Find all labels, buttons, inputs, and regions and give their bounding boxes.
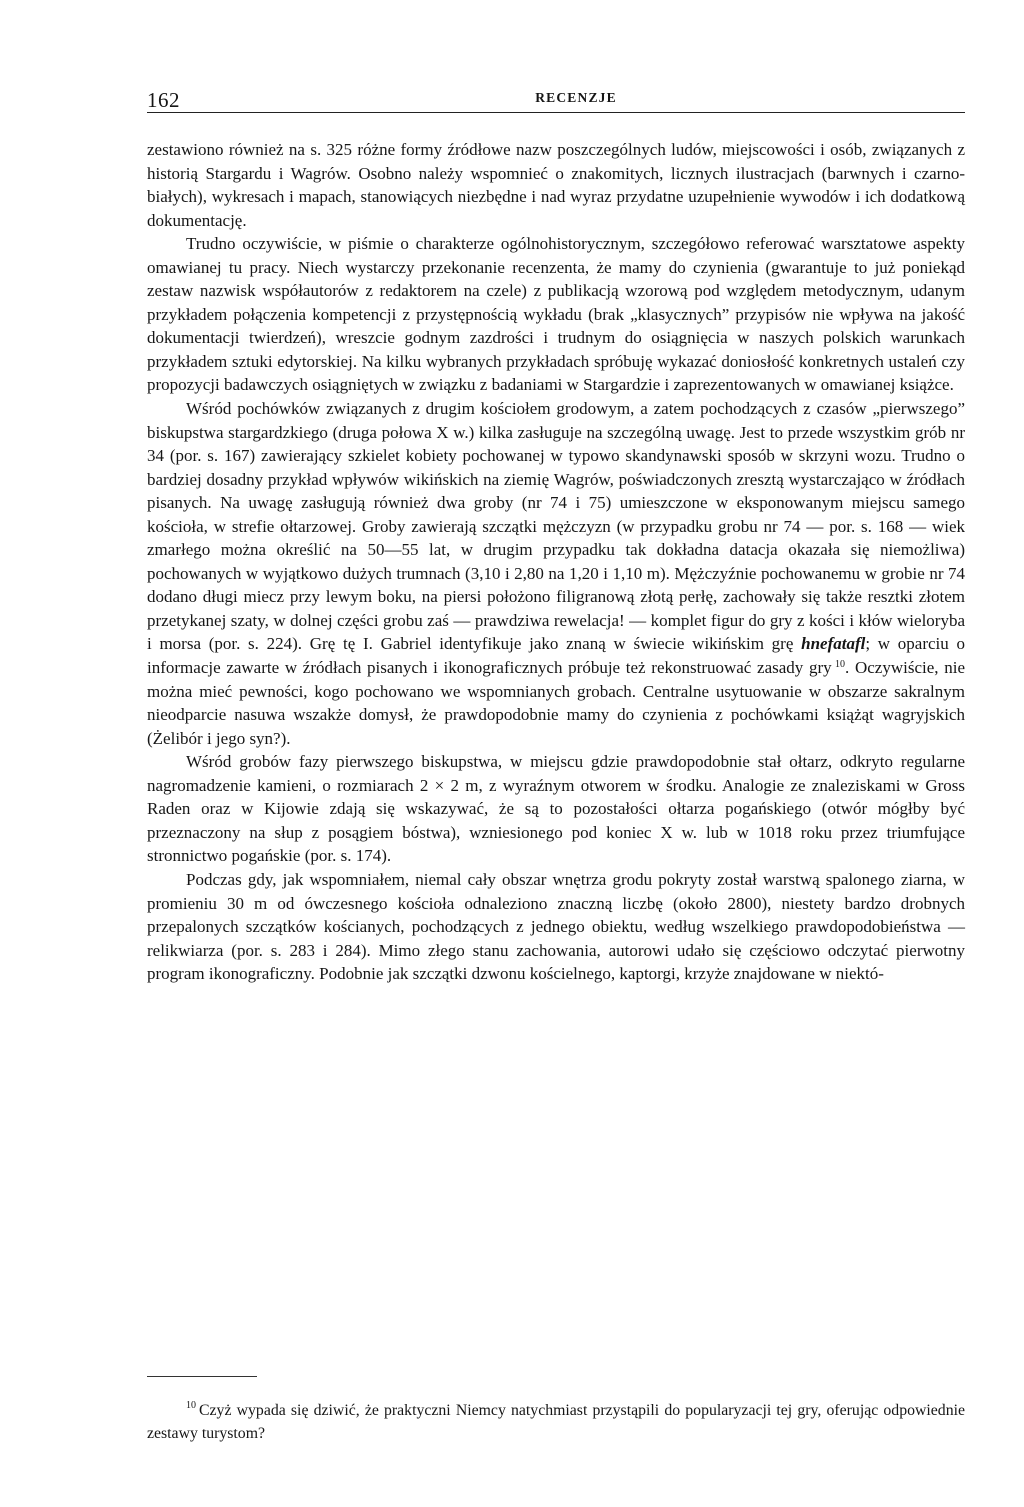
footnote-reference[interactable]: 10 [835,659,846,671]
page-number: 162 [147,88,180,112]
paragraph-3 [147,397,965,750]
footnote-divider [147,1376,257,1377]
running-title: RECENZJE [535,90,617,105]
paragraph-5 [147,868,965,986]
paragraph-3-text-start: Wśród pochówków związanych z drugim kościołem grodowym, a zatem pochodzących z czasów „pierwszego” biskupstwa stargardzkiego (druga połowa X w.) kilka zasługuje na szczególną uwagę. Jest to przede wszystkim grób nr 34 (por. s. 167) zawierający szkielet kobiety pochowanej w typowo skandynawski sposób w skrzyni wozu. Trudno o bardziej dosadny przykład wpływów wikińskich na ziemię Wagrów, poświadczonych zresztą wystarczająco w źródłach pisanych. Na uwagę zasługują również dwa groby (nr 74 i 75) umieszczone w eksponowanym miejscu samego kościoła, w strefie ołtarzowej. Groby zawierają szczątki mężczyzn (w przypadku grobu nr 74 — por. s. 168 — wiek zmarłego można określić na 50—55 lat, w drugim przypadku tak dokładna datacja okazała się niemożliwa) pochowanych w wyjątkowo dużych trumnach (3,10 i 2,80 na 1,20 i 1,10 m). Mężczyźnie pochowanemu w grobie nr 74 dodano długi miecz przy lewym boku, na piersi położono filigranową złotą perłę, zachowały się także resztki złotem przetykanej szaty, w dolnej części grobu zaś — prawdziwa rewelacja! — komplet figur do gry z kości i kłów wieloryba i morsa (por. s. 224). Grę tę I. Gabriel identyfikuje jako znaną w świecie wikińskim grę [147,399,965,654]
body-text [147,138,965,986]
footnote-number: 10 [186,1400,196,1411]
paragraph-3-text-middle: ; w oparciu o informacje zawarte w źródłach pisanych i ikonograficznych próbuje też rekonstruować zasady gry [147,634,965,678]
paragraph-3-text-end: . Oczywiście, nie można mieć pewności, kogo pochowano we wspomnianych grobach. Centralne usytuowanie w obszarze sakralnym nieodparcie nasuwa wszakże domysł, że prawdopodobnie mamy do czynienia z pochówkami książąt wagryjskich (Żelibór i jego syn?). [147,658,965,748]
running-head [147,78,965,113]
paragraph-2 [147,232,965,397]
footnote [147,1400,965,1445]
game-name-emphasis: hnefatafl [801,634,866,654]
paragraph-2-text: Trudno oczywiście, w piśmie o charakterze ogólnohistorycznym, szczegółowo referować warsztatowe aspekty omawianej tu pracy. Niech wystarczy przekonanie recenzenta, że mamy do czynienia (gwarantuje to już poniekąd zestaw nazwisk współautorów z redaktorem na czele) z publikacją wzorową pod względem metodycznym, udanym przykładem połączenia kompetencji z przystępnością wykładu (brak „klasycznych” przypisów nie wpływa na jakość dokumentacji twierdzeń), wreszcie godnym zazdrości i trudnym do osiągnięcia w naszych polskich warunkach przykładem sztuki edytorskiej. Na kilku wybranych przykładach spróbuję wykazać doniosłość konkretnych ustaleń czy propozycji badawczych osiągniętych w związku z badaniami w Stargardzie i zaprezentowanych w omawianej książce. [147,234,965,395]
paragraph-1-text: zestawiono również na s. 325 różne formy źródłowe nazw poszczególnych ludów, miejscowości i osób, związanych z historią Stargardu i Wagrów. Osobno należy wspomnieć o znakomitych, licznych ilustracjach (barwnych i czarno-białych), wykresach i mapach, stanowiących niezbędne i nad wyraz przydatne uzupełnienie wywodów i ich dodatkową dokumentację. [147,140,965,230]
paragraph-1 [147,138,965,232]
footnote-text: Czyż wypada się dziwić, że praktyczni Niemcy natychmiast przystąpili do popularyzacji tej gry, oferując odpowiednie zestawy turystom? [147,1402,965,1442]
paragraph-5-text: Podczas gdy, jak wspomniałem, niemal cały obszar wnętrza grodu pokryty został warstwą spalonego ziarna, w promieniu 30 m od ówczesnego kościoła odnaleziono znaczną liczbę (około 2800), niestety bardzo drobnych przepalonych szczątków kościanych, pochodzących z jednego obiektu, według wszelkiego prawdopodobieństwa — relikwiarza (por. s. 283 i 284). Mimo złego stanu zachowania, autorowi udało się częściowo odczytać pierwotny program ikonograficzny. Podobnie jak szczątki dzwonu kościelnego, kaptorgi, krzyże znajdowane w niektó- [147,869,965,984]
paragraph-4-text: Wśród grobów fazy pierwszego biskupstwa, w miejscu gdzie prawdopodobnie stał ołtarz, odkryto regularne nagromadzenie kamieni, o rozmiarach 2 × 2 m, z wyraźnym otworem w środku. Analogie ze znaleziskami w Gross Raden oraz w Kijowie zdają się wskazywać, że są to pozostałości ołtarza pogańskiego (otwór mógłby być przeznaczony na słup z posągiem bóstwa), wzniesionego pod koniec X w. lub w 1018 roku przez triumfujące stronnictwo pogańskie (por. s. 174). [147,752,965,866]
paragraph-4 [147,750,965,868]
